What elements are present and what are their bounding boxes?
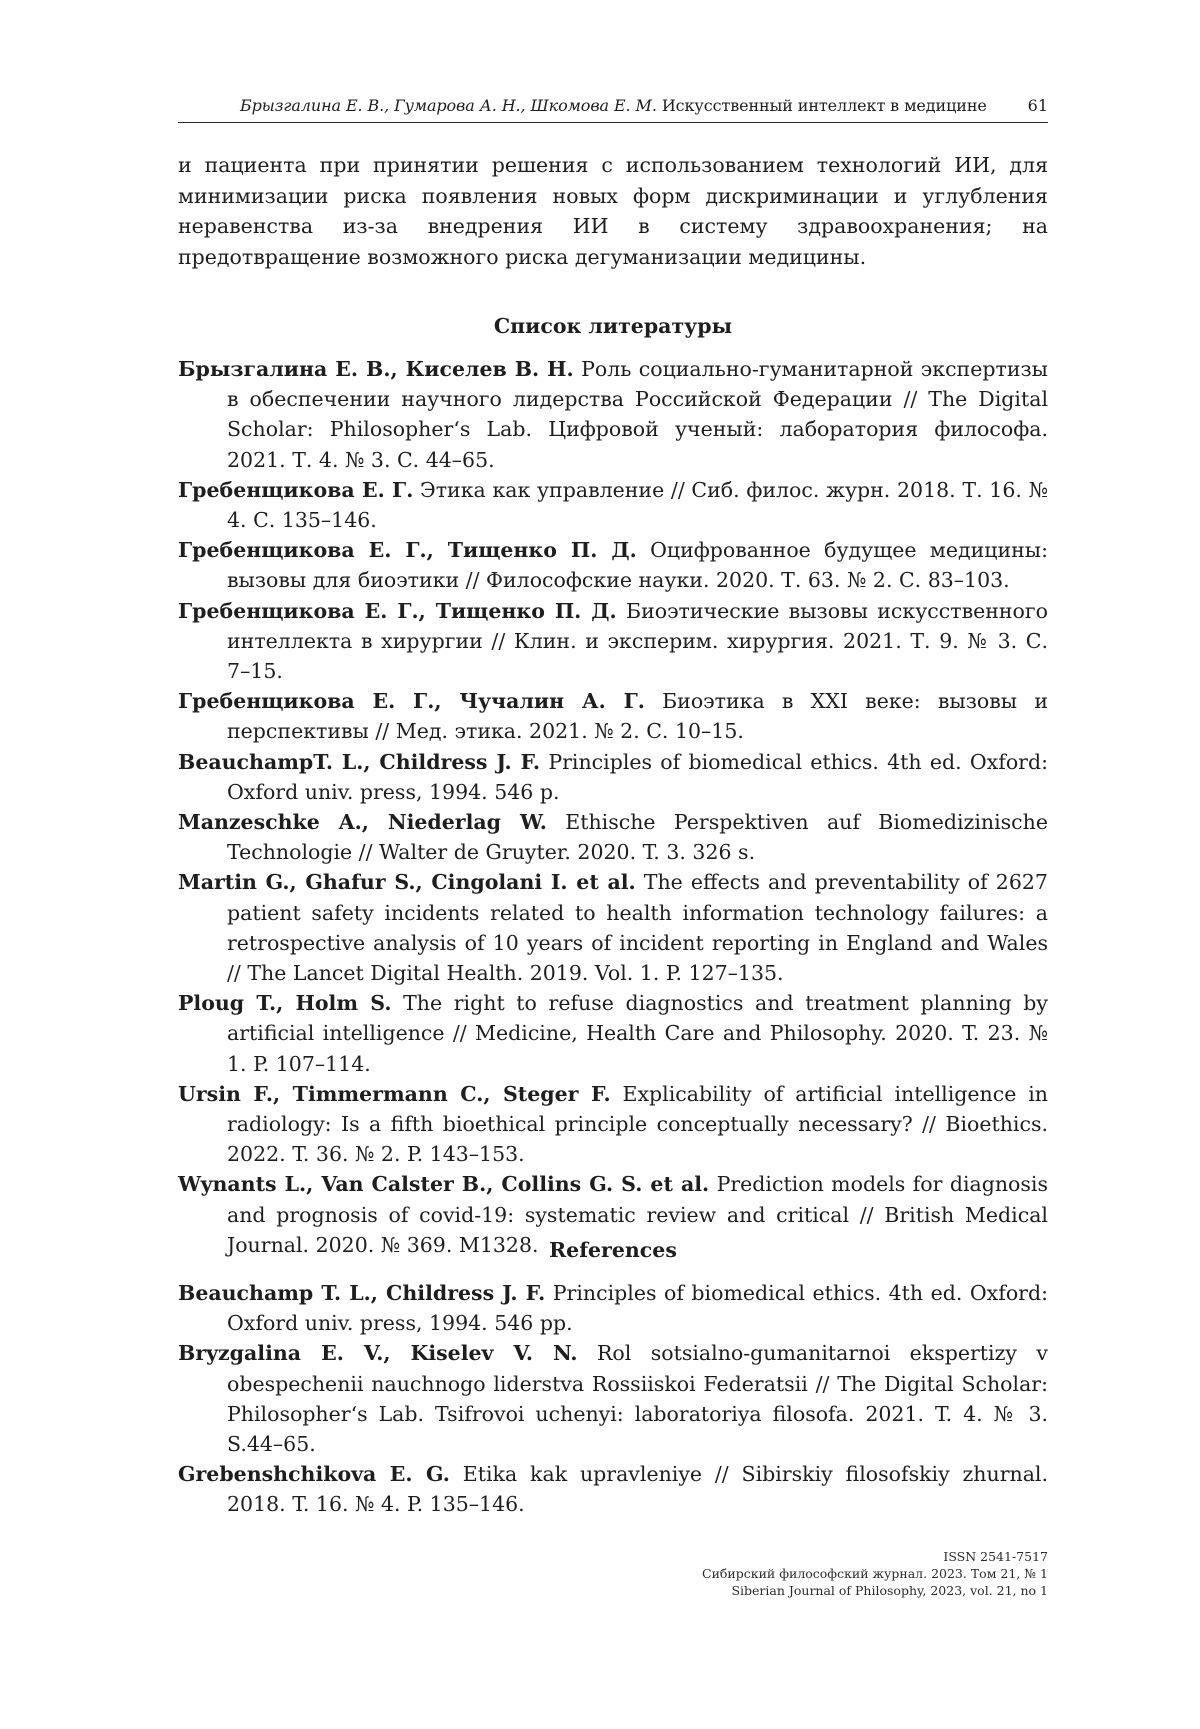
reference-authors: Wynants L., Van Calster B., Collins G. S. et al. — [178, 1172, 710, 1197]
reference-authors: Гребенщикова Е. Г. — [178, 477, 414, 502]
reference-item — [178, 988, 1048, 1079]
reference-text: Биоэтика в XXI веке: вызовы и перспективы // Мед. этика. 2021. № 2. С. 10–15. — [227, 689, 1048, 744]
footer-journal-ru: Сибирский философский журнал. 2023. Том 21, № 1 — [702, 1566, 1048, 1581]
reference-authors: Ursin F., Timmermann C., Steger F. — [178, 1081, 611, 1106]
reference-text: Rol sotsialno-gumanitarnoi ekspertizy v obespechenii nauchnogo liderstva Rossiiskoi Federatsii // The Digital Scholar: Philosopher‘s Lab. Tsifrovoi uchenyi: laboratoriya filosofa. 2021. T. 4. № 3. S.44–65. — [227, 1341, 1048, 1457]
reference-text: Роль социально-гуманитарной экспертизы в обеспечении научного лидерства Российской Федерации // The Digital Scholar: Philosopher‘s Lab. Цифровой ученый: лаборатория философа. 2021. Т. 4. № 3. С. 44–65. — [227, 357, 1048, 472]
reference-item — [178, 475, 1048, 535]
reference-text: Оцифрованное будущее медицины: вызовы для биоэтики // Философские науки. 2020. Т. 63. № 2. С. 83–103. — [227, 538, 1049, 593]
reference-authors: Брызгалина Е. В., Киселев В. Н. — [178, 357, 574, 381]
running-head-title — [240, 96, 987, 115]
bibliography-ru-list — [178, 354, 1048, 1260]
references-en-list — [178, 1278, 1048, 1520]
reference-text: Prediction models for diagnosis and prognosis of covid-19: systematic review and critical // British Medical Journal. 2020. № 369. M1328. — [227, 1172, 1048, 1257]
reference-authors: Гребенщикова Е. Г., Тищенко П. Д. — [178, 598, 617, 623]
reference-text: Etika kak upravleniye // Sibirskiy filosofskiy zhurnal. 2018. T. 16. № 4. P. 135–146. — [227, 1462, 1048, 1517]
reference-text: Principles of biomedical ethics. 4th ed. Oxford: Oxford univ. press, 1994. 546 pp. — [227, 1281, 1048, 1336]
reference-authors: Ploug T., Holm S. — [178, 991, 392, 1016]
intro-paragraph: и пациента при принятии решения с использованием технологий ИИ, для минимизации риска появления новых форм дискриминации и углубления неравенства из-за внедрения ИИ в систему здравоохранения; на предотвращение возможного риска дегуманизации медицины. — [178, 153, 1048, 269]
reference-item — [178, 535, 1048, 595]
running-head — [178, 96, 1048, 123]
reference-authors: Grebenshchikova E. G. — [178, 1462, 450, 1487]
reference-text: Этика как управление // Сиб. филос. журн. 2018. Т. 16. № 4. С. 135–146. — [227, 477, 1048, 533]
running-head-article-title: Искусственный интеллект в медицине — [661, 96, 987, 115]
reference-text: The right to refuse diagnostics and treatment planning by artificial intelligence // Medicine, Health Care and Philosophy. 2020. T. 23. № 1. P. 107–114. — [227, 991, 1048, 1076]
reference-item — [178, 686, 1048, 746]
references-en-heading: References — [549, 1238, 677, 1262]
reference-item — [178, 1459, 1048, 1519]
reference-item — [178, 1278, 1048, 1338]
reference-item — [178, 596, 1048, 687]
running-head-authors: Брызгалина Е. В., Гумарова А. Н., Шкомова Е. М. — [240, 96, 657, 115]
footer-journal-en: Siberian Journal of Philosophy, 2023, vol. 21, no 1 — [731, 1583, 1048, 1598]
reference-authors: BeauchampT. L., Childress J. F. — [178, 749, 541, 774]
bibliography-ru-heading: Список литературы — [493, 314, 733, 338]
page-number: 61 — [1027, 96, 1048, 115]
reference-item — [178, 1338, 1048, 1459]
reference-authors: Bryzgalina E. V., Kiselev V. N. — [178, 1341, 578, 1366]
journal-footer — [702, 1548, 1048, 1599]
reference-authors: Beauchamp T. L., Childress J. F. — [178, 1281, 546, 1305]
reference-item — [178, 807, 1048, 867]
reference-item — [178, 747, 1048, 807]
reference-authors: Martin G., Ghafur S., Cingolani I. et al. — [178, 870, 636, 895]
reference-text: Principles of biomedical ethics. 4th ed. Oxford: Oxford univ. press, 1994. 546 p. — [227, 749, 1048, 804]
reference-item — [178, 354, 1048, 475]
reference-item — [178, 1079, 1048, 1170]
reference-authors: Manzeschke A., Niederlag W. — [178, 810, 547, 835]
footer-issn: ISSN 2541-7517 — [943, 1549, 1048, 1564]
reference-text: Ethische Perspektiven auf Biomedizinische Technologie // Walter de Gruyter. 2020. T. 3. 326 s. — [227, 810, 1048, 865]
reference-text: Биоэтические вызовы искусственного интеллекта в хирургии // Клин. и эксперим. хирургия. 2021. Т. 9. № 3. С. 7–15. — [227, 598, 1048, 684]
reference-text: Explicability of artificial intelligence in radiology: Is a fifth bioethical principle conceptually necessary? // Bioethics. 2022. T. 36. № 2. P. 143–153. — [227, 1081, 1048, 1167]
reference-item — [178, 867, 1048, 988]
reference-text: The effects and preventability of 2627 patient safety incidents related to health information technology failures: a retrospective analysis of 10 years of incident reporting in England and Wales // The Lancet Digital Health. 2019. Vol. 1. P. 127–135. — [227, 870, 1048, 986]
reference-authors: Гребенщикова Е. Г., Чучалин А. Г. — [178, 689, 645, 714]
reference-authors: Гребенщикова Е. Г., Тищенко П. Д. — [178, 538, 637, 563]
